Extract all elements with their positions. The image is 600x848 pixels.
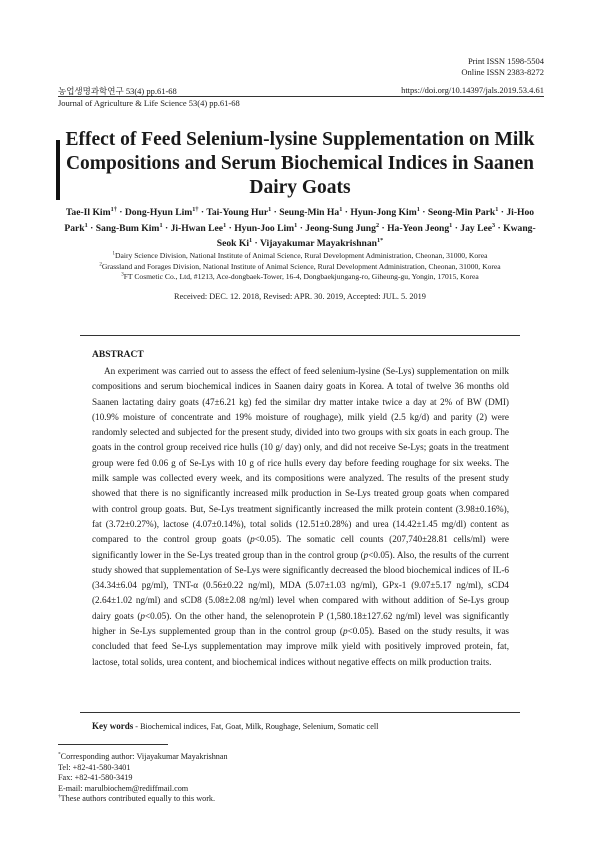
footnotes: [58, 752, 228, 805]
author-name: Seong-Min Park: [427, 207, 496, 218]
author-affiliation-mark: 3: [492, 221, 496, 229]
author-name: Ji-Hwan Lee: [170, 222, 224, 234]
tel: Tel: +82-41-580-3401: [58, 762, 131, 772]
author-separator: ·: [342, 207, 351, 218]
abstract-segment: <0.05). The somatic cell counts (207,740±28.81 cells/ml) were significantly lower in the Se-Lys treated group than in the control group (: [92, 534, 509, 560]
abstract-top-rule: [80, 335, 520, 336]
author-separator: ·: [116, 207, 125, 218]
author-separator: ·: [452, 222, 461, 234]
keywords-label: Key words: [92, 721, 134, 731]
paper-title: Effect of Feed Selenium-lysine Supplementation on Milk Compositions and Serum Biochemical Indices in Saanen Dairy Goats: [65, 129, 535, 198]
author-separator: ·: [198, 207, 207, 218]
author-affiliation-mark: 1: [249, 236, 253, 244]
author-affiliation-mark: 1†: [110, 205, 117, 213]
header-rule: [58, 96, 544, 97]
affiliation-mark: 3: [121, 272, 124, 278]
journal-name-english: Journal of Agriculture & Life Science 53(4) pp.61-68: [58, 98, 240, 108]
author-name: Tae-Il Kim: [65, 207, 111, 218]
author-separator: ·: [419, 207, 428, 218]
author-name: Jay Lee: [460, 222, 493, 234]
author-name: Kwang-Seok Ki: [216, 222, 536, 249]
author-separator: ·: [87, 222, 96, 234]
abstract-segment: <0.05). Based on the study results, it was concluded that feed Se-Lys supplementation may improve milk yield with positively improved protein, fat, lactose, total solids, urea content, and biochemical indices without negative effects on milk production traits.: [92, 626, 509, 667]
affiliation-text: Grassland and Forages Division, National Institute of Animal Science, Rural Development Administration, Cheonan, 31000, Korea: [101, 261, 501, 271]
affiliation-text: FT Cosmetic Co., Ltd, #1213, Ace-dongbaek-Tower, 16-4, Dongbaekjungang-ro, Giheung-gu, Yongin, 17015, Korea: [123, 272, 479, 281]
author-separator: ·: [252, 238, 260, 249]
author-name: Dong-Hyun Lim: [124, 207, 193, 218]
author-affiliation-mark: 1: [449, 221, 453, 229]
affiliation: [60, 272, 540, 283]
abstract-segment: p: [140, 610, 145, 621]
abstract-segment: <0.05). Also, the results of the current study showed that supplementation of Se-Lys were significantly decreased the blood biochemical indices of IL-6 (34.34±6.04 pg/ml), TNT-α (0.56±0.22 ng/ml), MDA (5.07±1.03 ng/ml), GPx-1 (9.07±5.17 ng/ml), sCD4 (2.64±1.02 ng/ml) and sCD8 (5.08±2.08 ng/ml) level when compared with without addition of Se-Lys group dairy goats (: [92, 549, 510, 621]
abstract-segment: p: [250, 534, 255, 545]
email[interactable]: E-mail: marulbiochem@rediffmail.com: [58, 783, 189, 793]
author-name: Tai-Young Hur: [206, 207, 269, 218]
affiliation-text: Dairy Science Division, National Institute of Animal Science, Rural Development Administration, Cheonan, 31000, Korea: [115, 251, 488, 260]
abstract-segment: p: [363, 549, 369, 560]
author-name: Seung-Min Ha: [279, 207, 340, 218]
issn-block: [461, 56, 544, 78]
author-affiliation-mark: 1: [223, 221, 227, 229]
keywords-text: - Biochemical indices, Fat, Goat, Milk, Roughage, Selenium, Somatic cell: [135, 722, 379, 731]
author-separator: ·: [297, 222, 306, 234]
author-affiliation-mark: 1*: [377, 236, 384, 244]
author-affiliation-mark: 1: [339, 205, 343, 213]
author-separator: ·: [495, 222, 504, 234]
author-name: Ji-Hoo Park: [64, 207, 535, 234]
equal-contribution-note: †These authors contributed equally to this work.: [58, 793, 216, 804]
abstract-text: [92, 364, 509, 670]
author-name: Ha-Yeon Jeong: [387, 222, 450, 234]
author-separator: ·: [498, 207, 507, 218]
author-list: [60, 205, 540, 252]
author-affiliation-mark: 1: [294, 221, 298, 229]
author-separator: ·: [162, 222, 171, 234]
author-name: Jeong-Sung Jung: [305, 222, 376, 234]
author-affiliation-mark: 1: [268, 205, 272, 213]
affiliation: [60, 251, 540, 262]
abstract-segment: <0.05). On the other hand, the selenoprotein P (1,580.18±127.62 ng/ml) level was significantly higher in Se-Lys supplemented group than in the control group (: [92, 610, 509, 637]
corresponding-author: *Corresponding author: Vijayakumar Mayakrishnan: [58, 751, 228, 761]
author-separator: ·: [379, 222, 388, 234]
author-affiliation-mark: 1: [84, 221, 88, 229]
author-name: Vijayakumar Mayakrishnan: [259, 238, 377, 249]
author-affiliation-mark: 1: [416, 205, 420, 213]
author-affiliation-mark: 2: [375, 221, 380, 229]
affiliation-mark: 2: [99, 261, 102, 267]
author-affiliation-mark: 1†: [192, 205, 199, 213]
author-name: Hyun-Jong Kim: [350, 207, 417, 218]
online-issn: Online ISSN 2383-8272: [461, 67, 544, 77]
print-issn: Print ISSN 1598-5504: [467, 56, 544, 66]
affiliation: [60, 262, 540, 273]
footnote-rule: [58, 744, 168, 745]
doi-link[interactable]: https://doi.org/10.14397/jals.2019.53.4.61: [401, 85, 544, 95]
received-dates: Received: DEC. 12. 2018, Revised: APR. 30. 2019, Accepted: JUL. 5. 2019: [174, 292, 426, 301]
author-name: Sang-Bum Kim: [95, 222, 160, 234]
keywords: [92, 721, 512, 731]
affiliation-mark: 1: [112, 251, 116, 257]
author-separator: ·: [271, 207, 280, 218]
author-affiliation-mark: 1: [159, 221, 163, 229]
abstract-segment: p: [342, 626, 348, 637]
affiliation-list: [60, 251, 540, 283]
abstract-heading: ABSTRACT: [92, 350, 144, 360]
author-affiliation-mark: 1: [495, 205, 499, 213]
abstract-bottom-rule: [80, 712, 520, 713]
fax: Fax: +82-41-580-3419: [58, 773, 133, 783]
author-name: Hyun-Joo Lim: [234, 222, 295, 234]
journal-name-korean: 농업생명과학연구 53(4) pp.61-68: [58, 86, 177, 96]
author-separator: ·: [226, 222, 235, 234]
abstract-segment: An experiment was carried out to assess the effect of feed selenium-lysine (Se-Lys) supplementation on milk compositions and serum biochemical indices in Saanen dairy goats in Korea. A total of twelve 36 months old Saanen lactating dairy goats (47±6.21 kg) fed the similar dry matter intake twice a day at 2% of BW (DMI) (10.9% moisture of concentrate and 19% moisture of roughage), milk yield (2.5 kg/d) and parity (2) were randomly selected and subjected for the present study, divided into two groups with six goats in each group. The goats in the control group received rice hulls (10 g/ day) only, and did not receive Se-Lys; goats in the treatment group were fed 0.06 g of Se-Lys with 10 g of rice hulls every day before feeding roughage for six weeks. The milk sample was collected every week, and its compositions were analyzed. The results of the present study showed that there is no significantly increased milk production in Se-Lys treated group goats when compared with control group goats. But, Se-Lys treatment significantly increased the milk protein content (3.98±0.16%), fat (3.72±0.27%), lactose (4.07±0.14%), total solids (12.51±0.28%) and urea (14.42±1.45 mg/dl) content as compared to the control group goats (: [92, 366, 509, 545]
